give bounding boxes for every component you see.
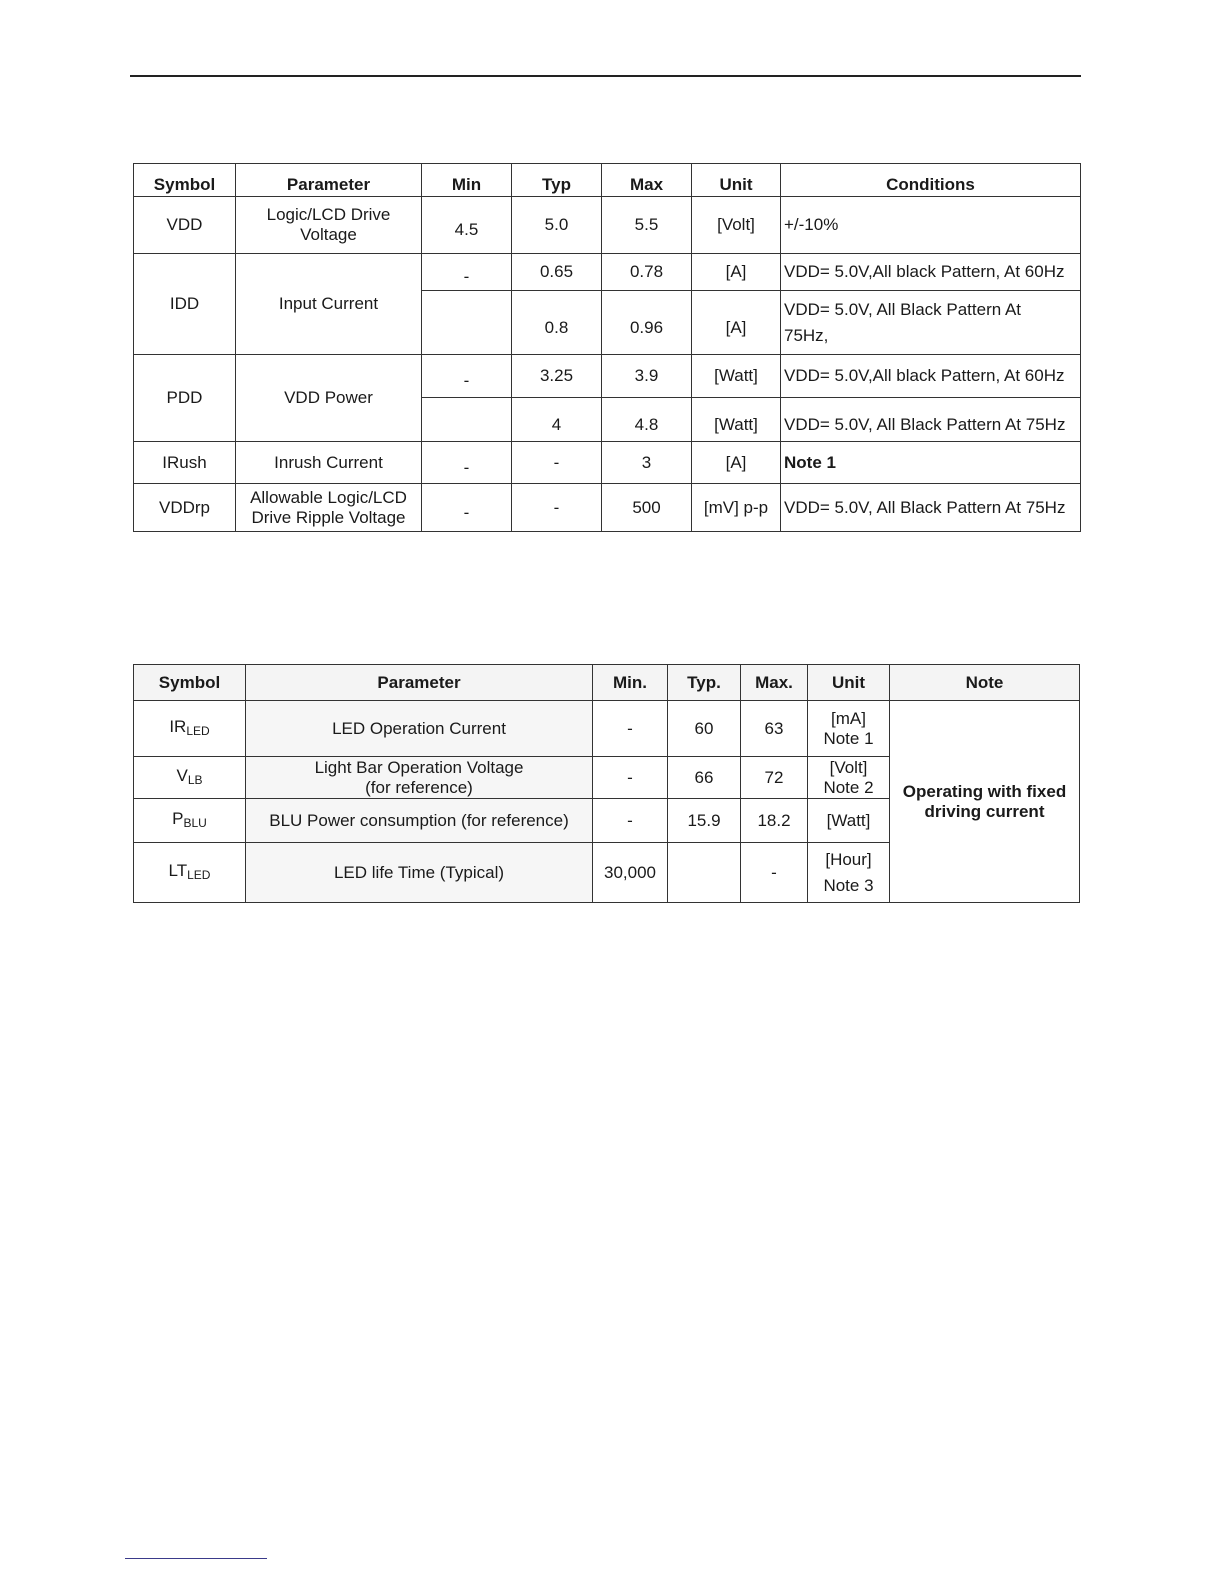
cell-min: - [593,799,668,843]
header-typ: Typ. [668,665,741,701]
cell-parameter: VDD Power [236,355,422,442]
cell-min [422,398,512,442]
cell-symbol: PDD [134,355,236,442]
symbol-main: LT [168,860,188,880]
header-unit: Unit [808,665,890,701]
cell-typ [668,843,741,903]
cell-unit [808,757,890,799]
cell-max: 3.9 [602,355,692,398]
cell-symbol [134,843,246,903]
cell-conditions: VDD= 5.0V,All black Pattern, At 60Hz [781,254,1081,291]
cell-parameter: LED life Time (Typical) [246,843,593,903]
symbol-main: P [172,808,184,828]
cell-unit: [Volt] [692,197,781,254]
cell-typ: 60 [668,701,741,757]
cell-min [422,291,512,355]
table-row [134,442,1081,484]
electrical-characteristics-table [133,163,1081,532]
cell-min: - [422,484,512,532]
cell-max: 63 [741,701,808,757]
cell-max: 4.8 [602,398,692,442]
unit-line: [Volt] [829,757,868,777]
cell-conditions: VDD= 5.0V,All black Pattern, At 60Hz [781,355,1081,398]
cell-min: - [422,442,512,484]
cell-typ: - [512,484,602,532]
cell-max: 5.5 [602,197,692,254]
cell-symbol: VDDrp [134,484,236,532]
param-line: Logic/LCD Drive [266,205,391,224]
table-row [134,355,1081,398]
cell-min: - [422,355,512,398]
cell-parameter: LED Operation Current [246,701,593,757]
cell-typ: 15.9 [668,799,741,843]
cell-typ: 4 [512,398,602,442]
symbol-main: IR [169,716,187,736]
header-rule [130,75,1081,77]
unit-line: [Hour] [825,849,872,869]
table-row [134,254,1081,291]
cell-min: 4.5 [422,197,512,254]
symbol-main: V [176,765,188,785]
table-header-row [134,665,1080,701]
cell-conditions [781,291,1081,355]
cell-conditions: VDD= 5.0V, All Black Pattern At 75Hz [781,484,1081,532]
cell-parameter [236,197,422,254]
cell-typ: 5.0 [512,197,602,254]
cond-line: VDD= 5.0V, All Black Pattern At [784,299,1022,319]
cell-conditions: VDD= 5.0V, All Black Pattern At 75Hz [781,398,1081,442]
unit-line: Note 2 [823,777,874,797]
cell-unit: [Watt] [692,355,781,398]
table-row [134,701,1080,757]
cell-typ: 0.8 [512,291,602,355]
cell-max: 18.2 [741,799,808,843]
cell-symbol [134,701,246,757]
cell-parameter: Input Current [236,254,422,355]
cell-unit: [A] [692,442,781,484]
cell-unit [808,843,890,903]
backlight-characteristics-table [133,664,1080,903]
header-typ: Typ [512,164,602,197]
header-max: Max. [741,665,808,701]
symbol-subscript: LED [186,723,210,738]
cell-max: 0.78 [602,254,692,291]
cell-symbol: IRush [134,442,236,484]
header-symbol: Symbol [134,665,246,701]
table-row [134,197,1081,254]
cond-line: 75Hz, [784,325,829,345]
cell-max: 0.96 [602,291,692,355]
symbol-subscript: LED [187,867,211,882]
param-line: Voltage [300,225,357,244]
unit-line: Note 3 [823,875,874,895]
header-unit: Unit [692,164,781,197]
cell-parameter: Inrush Current [236,442,422,484]
cell-typ: 0.65 [512,254,602,291]
footnote-rule [125,1558,267,1559]
cell-parameter [236,484,422,532]
header-parameter: Parameter [246,665,593,701]
cell-note-merged [890,701,1080,903]
cell-unit: [A] [692,291,781,355]
cell-min: - [593,757,668,799]
cell-unit [808,701,890,757]
cell-symbol [134,757,246,799]
header-min: Min [422,164,512,197]
cell-max: 3 [602,442,692,484]
param-line: Light Bar Operation Voltage [314,757,524,777]
symbol-subscript: LB [187,772,203,787]
cell-max: 500 [602,484,692,532]
cell-unit: [Watt] [692,398,781,442]
cell-symbol: VDD [134,197,236,254]
cell-typ: 3.25 [512,355,602,398]
cell-max: 72 [741,757,808,799]
param-line: Allowable Logic/LCD [250,487,407,507]
cell-unit: [Watt] [808,799,890,843]
header-note: Note [890,665,1080,701]
cell-unit: [mV] p-p [692,484,781,532]
table-header-row [134,164,1081,197]
unit-line: Note 1 [823,728,874,748]
header-parameter: Parameter [236,164,422,197]
header-conditions: Conditions [781,164,1081,197]
cell-parameter: BLU Power consumption (for reference) [246,799,593,843]
cell-parameter [246,757,593,799]
cell-typ: 66 [668,757,741,799]
note-line: Operating with fixed [902,781,1067,801]
unit-line: [mA] [831,708,866,728]
cell-conditions: +/-10% [781,197,1081,254]
table-row [134,484,1081,532]
cell-symbol [134,799,246,843]
cell-max: - [741,843,808,903]
cell-min: - [593,701,668,757]
header-min: Min. [593,665,668,701]
cell-conditions: Note 1 [781,442,1081,484]
param-line: Drive Ripple Voltage [251,507,406,527]
cell-min: 30,000 [593,843,668,903]
cell-min: - [422,254,512,291]
cell-symbol: IDD [134,254,236,355]
cell-typ: - [512,442,602,484]
note-line: driving current [924,801,1045,821]
header-max: Max [602,164,692,197]
symbol-subscript: BLU [183,815,207,830]
header-symbol: Symbol [134,164,236,197]
cell-unit: [A] [692,254,781,291]
param-line: (for reference) [365,777,473,797]
